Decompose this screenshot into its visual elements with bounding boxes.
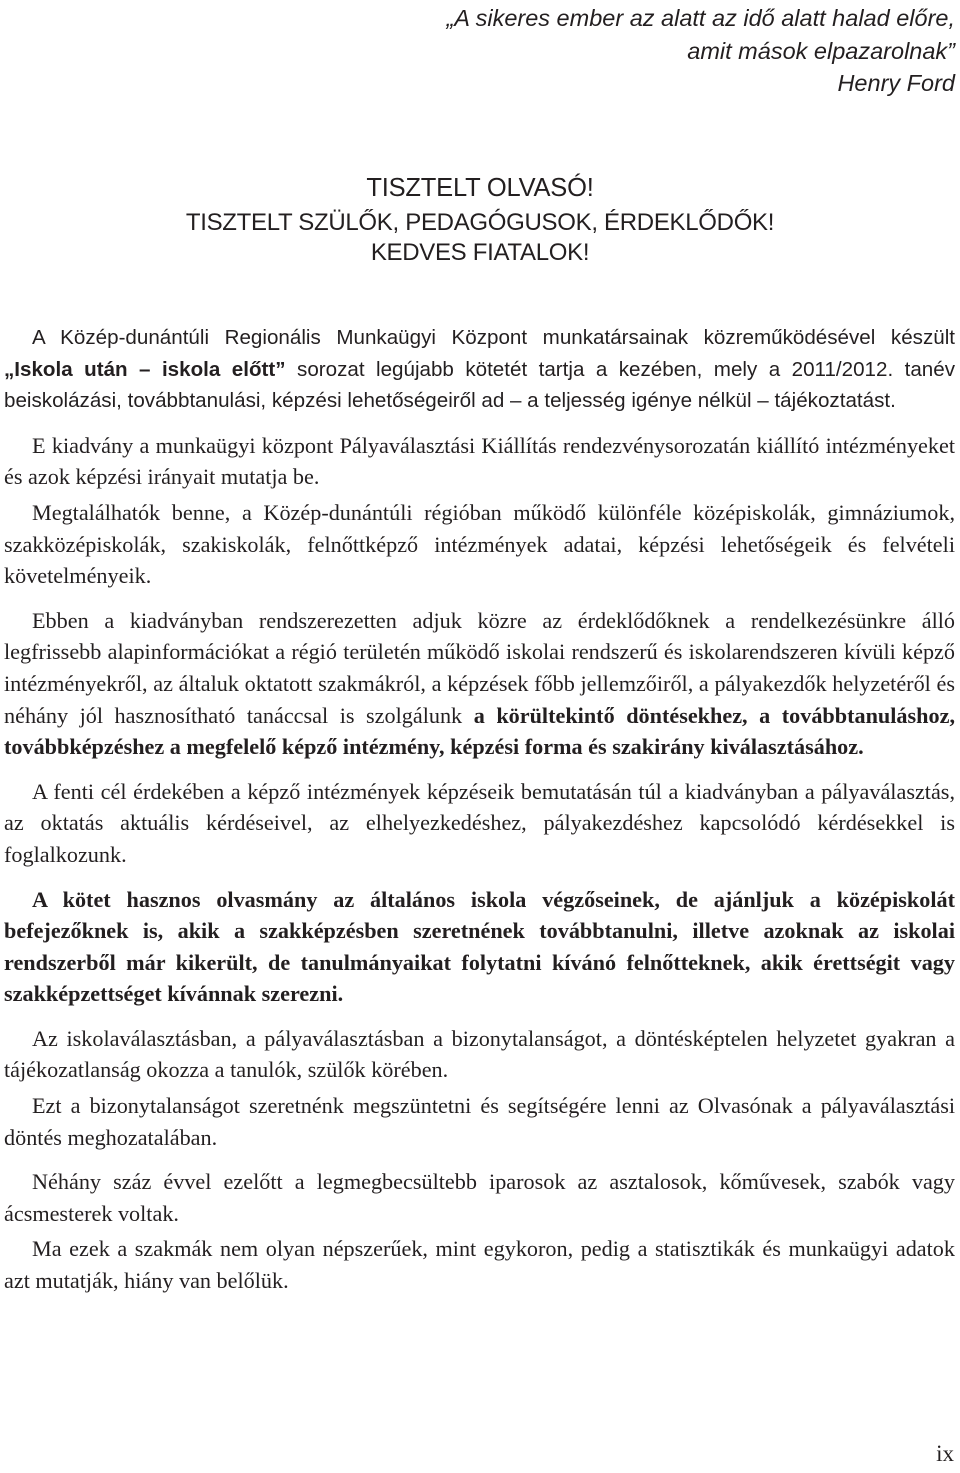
paragraph-1 (4, 322, 955, 417)
paragraph-1-text-b: sorozat legújabb kötetét tartja a kezében, mely a 2011/2012. tanév beiskolázási, továbbtanulási, képzési lehetőségeiről ad – a teljesség igénye nélkül – tájékoztatást. (4, 357, 955, 413)
paragraph-7: Az iskolaválasztásban, a pályaválasztásban a bizonytalanságot, a döntésképtelen helyzetet gyakran a tájékozatlanság okozza a tanulók, szülők körében. (4, 1025, 955, 1083)
paragraph-5: A fenti cél érdekében a képző intézmények képzéseik bemutatásán túl a kiadványban a pályaválasztás, az oktatás aktuális kérdéseivel, az elhelyezkedéshez, pályakezdéshez kapcsolódó kérdésekkel is foglalkozunk. (4, 778, 955, 867)
quote-line-2: amit mások elpazarolnak” (687, 37, 955, 64)
quote-author: Henry Ford (837, 70, 955, 96)
salutation-line-3: KEDVES FIATALOK! (370, 239, 590, 266)
series-title: „Iskola után – iskola előtt” (4, 357, 286, 381)
paragraph-2: E kiadvány a munkaügyi központ Pályaválasztási Kiállítás rendezvénysorozatán kiállító intézményeket és azok képzési irányait mutatja be. (4, 432, 955, 490)
paragraph-8: Ezt a bizonytalanságot szeretnénk megszüntetni és segítségére lenni az Olvasónak a pályaválasztási döntés meghozatalában. (4, 1093, 955, 1150)
paragraph-10: Ma ezek a szakmák nem olyan népszerűek, mint egykoron, pedig a statisztikák és munkaügyi adatok azt mutatják, hiány van belőlük. (4, 1236, 955, 1294)
paragraph-9: Néhány száz évvel ezelőtt a legmegbecsültebb iparosok az asztalosok, kőművesek, szabók vagy ácsmesterek voltak. (4, 1169, 955, 1226)
epigraph-quote (255, 2, 955, 100)
paragraph-4-emphasis: a körültekintő döntésekhez, a továbbtanuláshoz, továbbképzéshez a megfelelő képző intézmény, képzési forma és szakirány kiválasztásához. (4, 702, 955, 760)
salutation-block (0, 168, 960, 268)
paragraph-4-text: Ebben a kiadványban rendszerezetten adjuk közre az érdeklődőknek a rendelkezésünkre álló legfrissebb alapinformációkat a régió területén működő iskolai rendszerű és iskolarendszeren kívüli képző intézményekről, az általuk oktatott szakmákról, a képzések főbb jellemzőiről, a pályakezdők helyzetéről és néhány jól hasznosítható tanáccsal is szolgálunk (4, 607, 955, 728)
paragraph-1-text-a: A Közép-dunántúli Regionális Munkaügyi Központ munkatársainak közreműködésével készült (32, 326, 955, 349)
paragraph-6: A kötet hasznos olvasmány az általános iskola végzőseinek, de ajánljuk a középiskolát befejezőknek is, akik a szakképzésben szeretnének továbbtanulni, illetve azoknak az iskolai rendszerből már kikerült, de tanulmányaikat folytatni kívánó felnőtteknek, akik érettségit vagy szakképzettséget kívánnak szerezni. (4, 886, 955, 1007)
quote-line-1: „A sikeres ember az alatt az idő alatt halad előre, (446, 5, 955, 31)
salutation-line-2: TISZTELT SZÜLŐK, PEDAGÓGUSOK, ÉRDEKLŐDŐK! (185, 209, 775, 236)
paragraph-3: Megtalálhatók benne, a Közép-dunántúli régióban működő különféle középiskolák, gimnáziumok, szakközépiskolák, szakiskolák, felnőttképző intézmények adatai, képzési lehetőségeik és felvételi követelményeik. (4, 499, 955, 589)
page-number: ix (936, 1441, 954, 1466)
paragraph-4 (4, 605, 955, 763)
salutation-line-1: TISZTELT OLVASÓ! (366, 174, 594, 202)
body-text (4, 322, 955, 1297)
